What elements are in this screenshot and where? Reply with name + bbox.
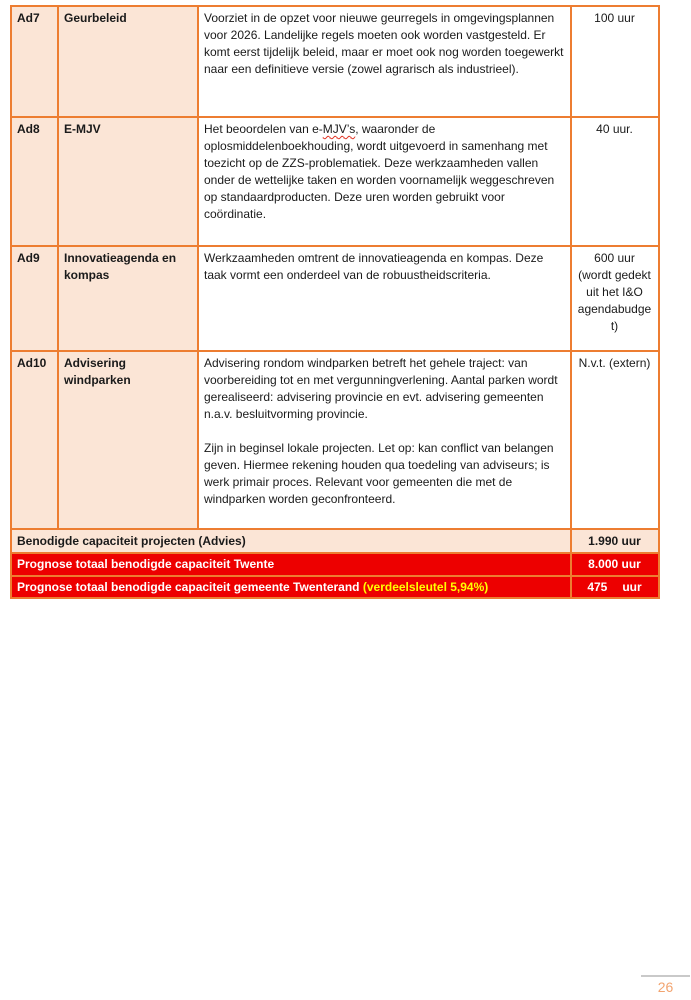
table-row-ad8 — [11, 117, 659, 246]
summary-twente-label: Prognose totaal benodigde capaciteit Twente — [11, 553, 571, 576]
ad7-id-cell: Ad7 — [11, 6, 58, 117]
page-footer — [641, 975, 690, 995]
ad8-description-cell — [198, 117, 571, 246]
ad7-hours-cell: 100 uur — [571, 6, 659, 117]
summary-twenterand-value-unit: uur — [622, 579, 642, 594]
ad10-description-paragraph-1: Advisering rondom windparken betreft het gehele traject: van voorbereiding tot en met vergunningverlening. Aantal parken wordt gerealiseerd: advisering provincie en evt. advisering gemeenten n.a.v. besluitvorming provincie. — [204, 356, 558, 421]
table-row-ad7 — [11, 6, 659, 117]
summary-benodigde-label: Benodigde capaciteit projecten (Advies) — [11, 529, 571, 553]
ad7-description-text: Voorziet in de opzet voor nieuwe geurregels in omgevingsplannen voor 2026. Landelijke regels moeten ook worden vastgesteld. Er komt eerst tijdelijk beleid, maar er moet ook nog worden toegewerkt naar een definitieve versie (zowel agrarisch als industrieel). — [204, 11, 564, 76]
ad10-title-cell: Advisering windparken — [58, 351, 198, 529]
capacity-table — [10, 5, 660, 599]
ad8-description-before: Het beoordelen van e- — [204, 122, 323, 136]
ad8-title-cell: E-MJV — [58, 117, 198, 246]
summary-benodigde-value: 1.990 uur — [571, 529, 659, 553]
summary-row-twenterand — [11, 576, 659, 598]
summary-row-benodigde — [11, 529, 659, 553]
ad9-hours-cell: 600 uur (wordt gedekt uit het I&O agendabudget) — [571, 246, 659, 351]
summary-twenterand-value-number: 475 — [587, 579, 608, 594]
ad8-description-text — [204, 121, 564, 223]
table-row-ad9 — [11, 246, 659, 351]
ad9-id-cell: Ad9 — [11, 246, 58, 351]
table-row-ad10 — [11, 351, 659, 529]
ad7-description-cell — [198, 6, 571, 117]
summary-twenterand-value — [571, 576, 659, 598]
ad10-description-cell — [198, 351, 571, 529]
summary-twenterand-label — [11, 576, 571, 598]
ad8-id-cell: Ad8 — [11, 117, 58, 246]
ad7-title-cell: Geurbeleid — [58, 6, 198, 117]
summary-twente-value: 8.000 uur — [571, 553, 659, 576]
ad8-hours-cell: 40 uur. — [571, 117, 659, 246]
summary-twenterand-value-split — [587, 579, 641, 596]
ad9-title-cell: Innovatieagenda en kompas — [58, 246, 198, 351]
ad9-description-cell — [198, 246, 571, 351]
ad9-description-text: Werkzaamheden omtrent de innovatieagenda en kompas. Deze taak vormt een onderdeel van de robuustheidscriteria. — [204, 251, 544, 282]
page-number: 26 — [657, 979, 674, 995]
ad10-hours-cell: N.v.t. (extern) — [571, 351, 659, 529]
verdeelsleutel-note: (verdeelsleutel 5,94%) — [362, 579, 489, 594]
ad10-id-cell: Ad10 — [11, 351, 58, 529]
ad10-description-paragraph-2: Zijn in beginsel lokale projecten. Let op: kan conflict van belangen geven. Hiermee rekening houden qua toedeling van adviseurs; is werk primair proces. Relevant voor gemeenten die met de windparken worden geconfronteerd. — [204, 441, 554, 506]
summary-twenterand-label-text: Prognose totaal benodigde capaciteit gemeente Twenterand — [17, 579, 360, 594]
summary-row-twente — [11, 553, 659, 576]
spellcheck-underline: MJV’s — [322, 122, 356, 136]
ad8-description-after: , waaronder de oplosmiddelenboekhouding, wordt uitgevoerd in samenhang met toezicht op de ZZS-problematiek. Deze werkzaamheden vallen onder de wettelijke taken en worden voornamelijk weggeschreven op standaardproducten. Deze uren worden gebruikt voor coördinatie. — [204, 122, 555, 221]
